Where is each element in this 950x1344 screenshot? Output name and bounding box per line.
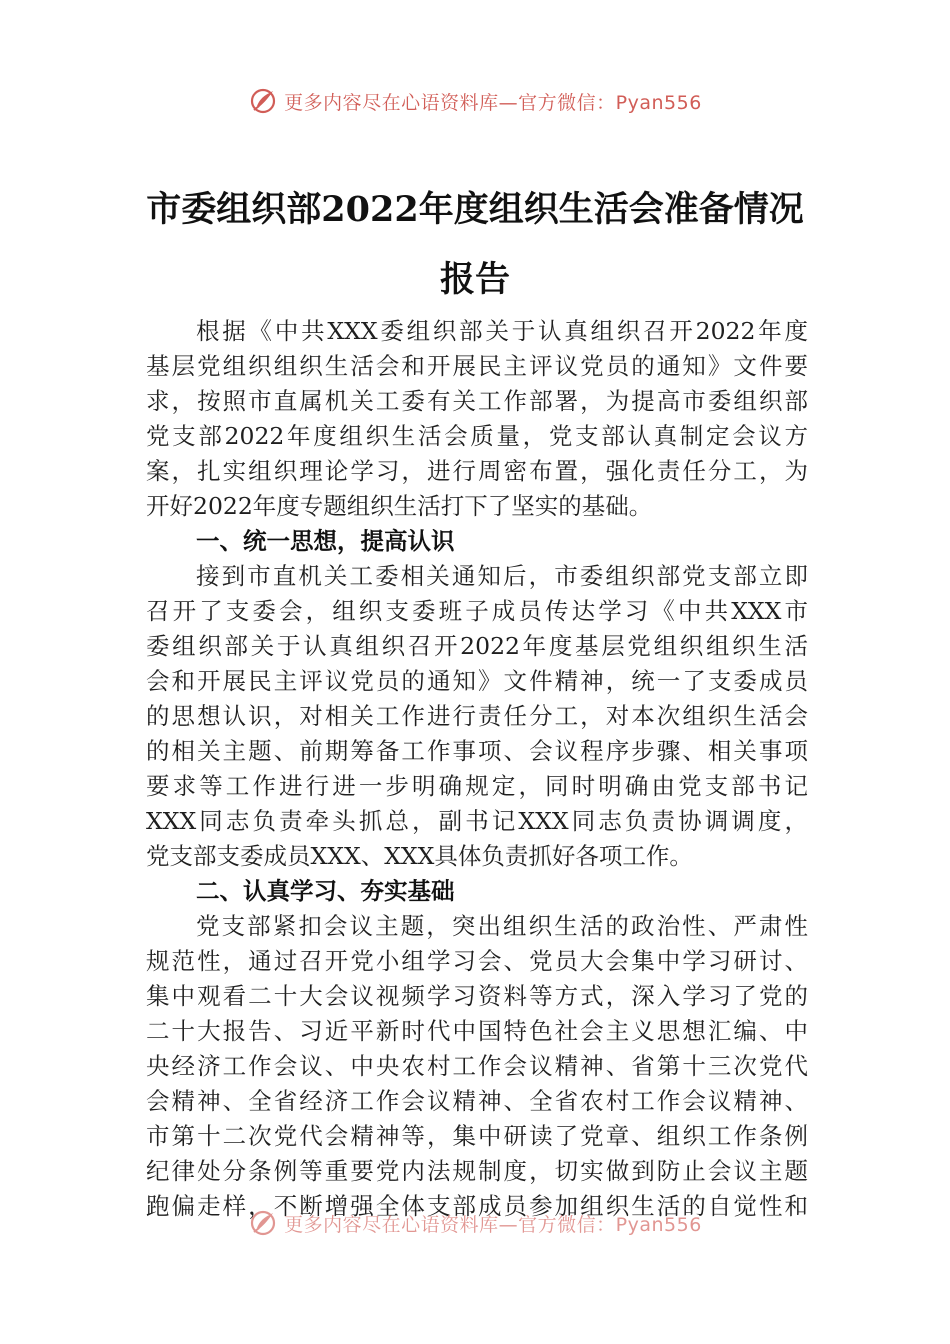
paragraph-line: 求，按照市直属机关工委有关工作部署，为提高市委组织部 [146,387,808,415]
watermark-footer [0,1208,950,1238]
paragraph-line: 市第十二次党代会精神等，集中研读了党章、组织工作条例 [146,1122,808,1150]
paragraph-line: 规范性，通过召开党小组学习会、党员大会集中学习研讨、 [146,947,808,975]
paragraph-line: 委组织部关于认真组织召开2022年度基层党组织组织生活 [146,632,808,660]
watermark-text: 更多内容尽在心语资料库—官方微信：Pyan556 [284,1213,702,1236]
paragraph-line: 基层党组织组织生活会和开展民主评议党员的通知》文件要 [146,352,808,380]
brush-logo-icon [248,1208,278,1238]
section2-paragraph [146,909,808,1224]
paragraph-line: 会精神、全省经济工作会议精神、全省农村工作会议精神、 [146,1087,808,1115]
paragraph-line: 党支部支委成员XXX、XXX具体负责抓好各项工作。 [146,842,693,870]
paragraph-line: 集中观看二十大会议视频学习资料等方式，深入学习了党的 [146,982,808,1010]
section1-paragraph [146,559,808,874]
paragraph-line: 党支部2022年度组织生活会质量，党支部认真制定会议方 [146,422,808,450]
paragraph-line: 案，扎实组织理论学习，进行周密布置，强化责任分工，为 [146,457,808,485]
paragraph-line: 要求等工作进行进一步明确规定，同时明确由党支部书记 [146,772,808,800]
document-title-line1: 市委组织部2022年度组织生活会准备情况 [146,189,804,230]
paragraph-line: 召开了支委会，组织支委班子成员传达学习《中共XXX市 [146,597,808,625]
paragraph-line: 央经济工作会议、中央农村工作会议精神、省第十三次党代 [146,1052,808,1080]
paragraph-line: 接到市直机关工委相关通知后，市委组织部党支部立即 [196,562,808,590]
document-title-line2: 报告 [439,259,510,300]
paragraph-line: 的相关主题、前期筹备工作事项、会议程序步骤、相关事项 [146,737,808,765]
paragraph-line: 纪律处分条例等重要党内法规制度，切实做到防止会议主题 [146,1157,808,1185]
brush-logo-icon [248,86,278,116]
watermark-text: 更多内容尽在心语资料库—官方微信：Pyan556 [284,91,702,114]
paragraph-line: 跑偏走样，不断增强全体支部成员参加组织生活的自觉性和 [146,1192,808,1220]
document-body [146,314,808,1224]
paragraph-line: 党支部紧扣会议主题，突出组织生活的政治性、严肃性 [196,912,808,940]
intro-paragraph [146,314,808,524]
paragraph-line: XXX同志负责牵头抓总，副书记XXX同志负责协调调度， [146,807,808,835]
section-heading-1: 一、统一思想，提高认识 [196,527,455,555]
paragraph-line: 的思想认识，对相关工作进行责任分工，对本次组织生活会 [146,702,808,730]
paragraph-line: 二十大报告、习近平新时代中国特色社会主义思想汇编、中 [146,1017,808,1045]
section-heading-2: 二、认真学习、夯实基础 [196,877,455,905]
paragraph-line: 会和开展民主评议党员的通知》文件精神，统一了支委成员 [146,667,808,695]
paragraph-line: 根据《中共XXX委组织部关于认真组织召开2022年度 [196,317,808,345]
watermark-header [0,86,950,116]
paragraph-line: 开好2022年度专题组织生活打下了坚实的基础。 [146,492,653,520]
